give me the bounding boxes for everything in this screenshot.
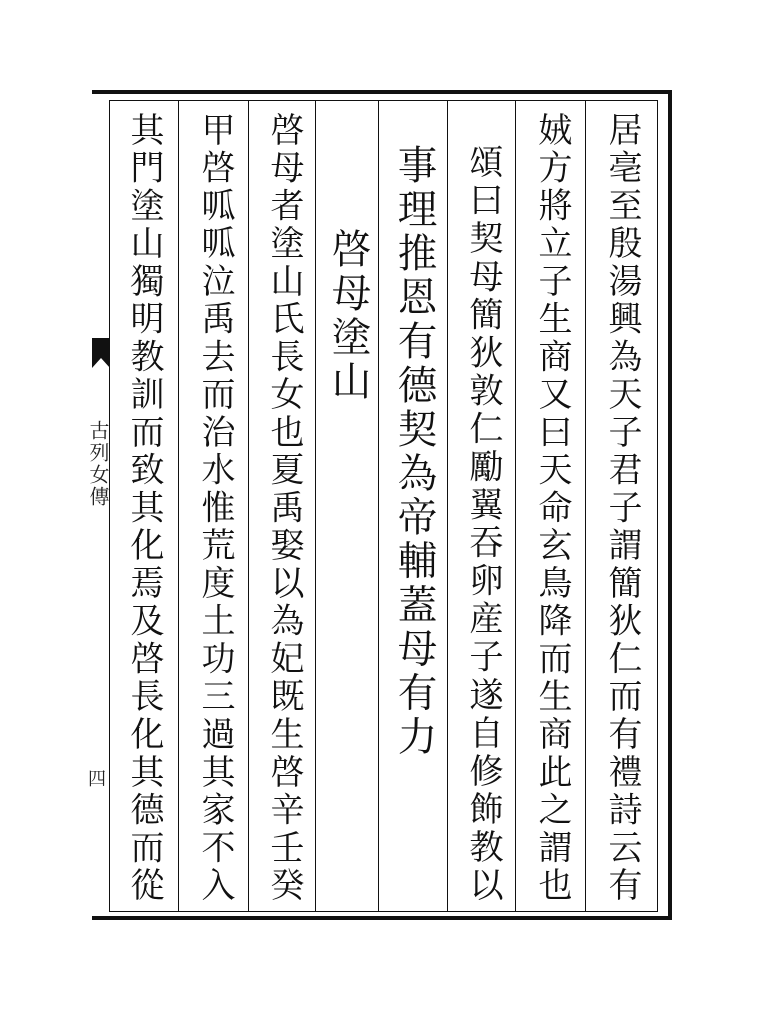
- text-column-1: 居亳至殷湯興為天子君子謂簡狄仁而有禮詩云有: [602, 112, 642, 905]
- text-column-4: 事理推恩有德契為帝輔蓋母有力: [391, 144, 437, 760]
- text-column-8: 其門塗山獨明教訓而致其化焉及啓長化其德而從: [124, 112, 164, 905]
- section-heading: 啓母塗山: [325, 228, 371, 404]
- text-column-6: 啓母者塗山氏長女也夏禹娶以為妃既生啓辛壬癸: [264, 112, 304, 905]
- column-divider: [447, 100, 448, 912]
- column-divider: [315, 100, 316, 912]
- column-divider: [378, 100, 379, 912]
- text-column-7: 甲啓呱呱泣禹去而治水惟荒度土功三過其家不入: [195, 112, 235, 905]
- fishtail-mark-icon: [92, 338, 110, 368]
- margin-book-title: 古列女傳: [86, 420, 110, 508]
- text-column-3: 頌曰契母簡狄敦仁勵翼吞卵産子遂自修飾教以: [463, 144, 503, 905]
- column-divider: [515, 100, 516, 912]
- text-column-2: 娀方將立子生商又曰天命玄鳥降而生商此之謂也: [532, 112, 572, 905]
- column-divider: [585, 100, 586, 912]
- column-divider: [178, 100, 179, 912]
- column-divider: [248, 100, 249, 912]
- margin-page-number: 四: [88, 769, 106, 790]
